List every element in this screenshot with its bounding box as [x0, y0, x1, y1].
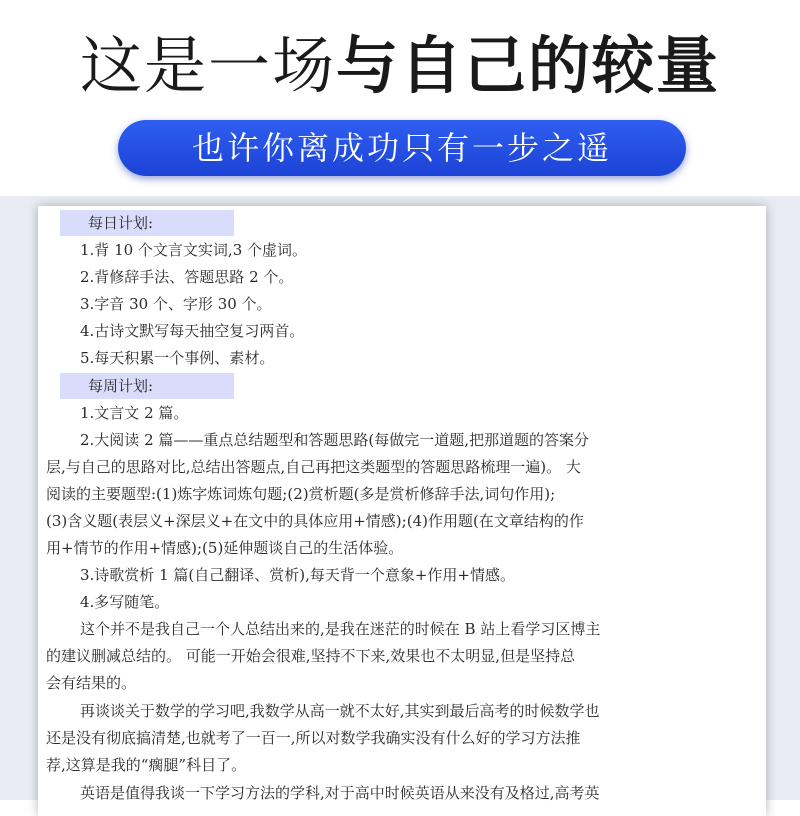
list-item: 3.字音 30 个、字形 30 个。	[80, 295, 272, 313]
weekly-plan-heading: 每周计划:	[60, 373, 234, 399]
headline-bold-part: 与自己的较量	[336, 29, 721, 102]
text-line: 还是没有彻底搞清楚,也就考了一百一,所以对数学我确实没有什么好的学习方法推	[46, 729, 581, 747]
text-line: 阅读的主要题型:(1)炼字炼词炼句题;(2)赏析题(多是赏析修辞手法,词句作用);	[46, 485, 556, 503]
text-line: 2.大阅读 2 篇——重点总结题型和答题思路(每做完一道题,把那道题的答案分	[80, 431, 590, 449]
text-line: 用+情节的作用+情感);(5)延伸题谈自己的生活体验。	[46, 539, 404, 557]
list-item: 2.背修辞手法、答题思路 2 个。	[80, 268, 294, 286]
text-line: 层,与自己的思路对比,总结出答题点,自己再把这类题型的答题思路梳理一遍)。 大	[46, 458, 581, 476]
text-line: 再谈谈关于数学的学习吧,我数学从高一就不太好,其实到最后高考的时候数学也	[80, 702, 600, 720]
text-line: 荐,这算是我的“瘸腿”科目了。	[46, 756, 247, 774]
list-item: 3.诗歌赏析 1 篇(自己翻译、赏析),每天背一个意象+作用+情感。	[80, 566, 516, 584]
list-item: 5.每天积累一个事例、素材。	[80, 349, 275, 367]
daily-plan-heading: 每日计划:	[60, 210, 234, 236]
list-item: 1.背 10 个文言文实词,3 个虚词。	[80, 241, 308, 259]
text-line: 这个并不是我自己一个人总结出来的,是我在迷茫的时候在 B 站上看学习区博主	[80, 620, 601, 638]
list-item: 4.多写随笔。	[80, 593, 170, 611]
headline-light-part: 这是一场	[79, 29, 336, 102]
text-line: (3)含义题(表层义+深层义+在文中的具体应用+情感);(4)作用题(在文章结构的作	[46, 512, 584, 530]
text-line: 的建议删减总结的。 可能一开始会很难,坚持不下来,效果也不太明显,但是坚持总	[46, 647, 576, 665]
list-item: 4.古诗文默写每天抽空复习两首。	[80, 322, 305, 340]
text-line: 英语是值得我谈一下学习方法的学科,对于高中时候英语从来没有及格过,高考英	[80, 784, 600, 802]
list-item: 1.文言文 2 篇。	[80, 404, 189, 422]
subtitle-banner: 也许你离成功只有一步之遥	[118, 120, 686, 176]
document-page	[38, 206, 766, 816]
headline	[0, 28, 800, 104]
text-line: 会有结果的。	[46, 674, 137, 692]
